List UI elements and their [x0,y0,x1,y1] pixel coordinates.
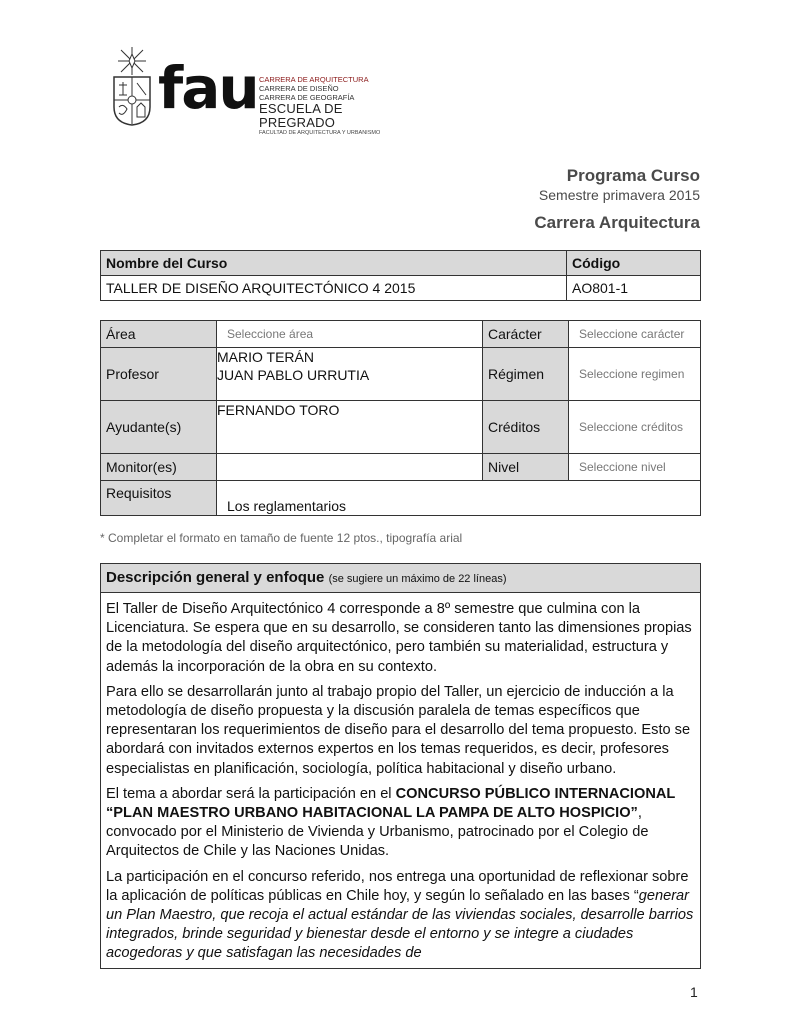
course-table [100,250,701,301]
nivel-label: Nivel [483,454,569,481]
requisitos-field[interactable]: Los reglamentarios [217,481,701,516]
paragraph-text: , convocado por el Ministerio de Vivienda y Urbanismo, patrocinado por el Colegio de Arquitectos de Chile y las Naciones Unidas. [106,805,649,860]
nivel-select[interactable]: Seleccione nivel [569,454,701,481]
requisitos-label: Requisitos [101,481,217,516]
ayudantes-field[interactable] [217,401,483,454]
logo-school: ESCUELA DE PREGRADO [259,101,343,130]
course-code-value: AO801-1 [567,276,701,301]
page-title: Programa Curso [566,166,700,185]
description-header [101,564,700,593]
description-paragraph: Para ello se desarrollarán junto al trabajo propio del Taller, un ejercicio de inducción a la metodología de diseño propuesta y la discusión paralela de temas específicos que representaran los requerimientos de diseño para el desarrollo del tema propuesto. Esto se abordará con invitados externos expertos en los temas requeridos, es decir, profesores especialistas en planificación, sociología, política habitacional y diseño urbano. [106,683,691,777]
page-number: 1 [690,984,698,1000]
creditos-label: Créditos [483,401,569,454]
profesor-field[interactable] [217,348,483,401]
description-paragraph: El Taller de Diseño Arquitectónico 4 corresponde a 8º semestre que culmina con la Licenciatura. Se espera que en su desarrollo, se consideren tanto las dimensiones propias de la metodología del diseño arquitectónico, pero también su materialidad, estructura y además la incorporación de la obra en su contexto. [106,601,692,675]
course-name-value: TALLER DE DISEÑO ARQUITECTÓNICO 4 2015 [101,276,567,301]
logo-text [259,75,400,136]
university-crest-icon [110,45,154,127]
fau-logo [110,45,400,136]
course-info-table [100,320,701,516]
area-select[interactable]: Seleccione área [217,321,483,348]
fau-wordmark: fau [158,54,258,122]
paragraph-text: La participación en el concurso referido, nos entrega una oportunidad de reflexionar sobre la aplicación de políticas públicas en Chile hoy, y según lo señalado en las bases “ [106,868,689,904]
caracter-select[interactable]: Seleccione carácter [569,321,701,348]
ayudantes-label: Ayudante(s) [101,401,217,454]
regimen-label: Régimen [483,348,569,401]
profesor-name: MARIO TERÁN [217,349,314,365]
course-code-header: Código [567,251,701,276]
creditos-select[interactable]: Seleccione créditos [569,401,701,454]
profesor-name: JUAN PABLO URRUTIA [217,367,370,383]
caracter-label: Carácter [483,321,569,348]
description-paragraph [106,868,694,964]
course-name-header: Nombre del Curso [101,251,567,276]
contest-name: CONCURSO PÚBLICO INTERNACIONAL “PLAN MAESTRO URBANO HABITACIONAL LA PAMPA DE ALTO HOSPICIO” [106,785,676,822]
format-note: * Completar el formato en tamaño de fuente 12 ptos., tipografía arial [100,531,463,545]
logo-line-diseno: CARRERA DE DISEÑO [259,84,339,93]
logo-faculty: FACULTAD DE ARQUITECTURA Y URBANISMO [259,130,381,136]
description-paragraph [106,785,694,862]
logo-line-arquitectura: CARRERA DE ARQUITECTURA [259,75,369,84]
career: Carrera Arquitectura [534,213,700,232]
logo-line-geografia: CARRERA DE GEOGRAFÍA [259,93,355,102]
description-title: Descripción general y enfoque [106,569,325,586]
quoted-bases: generar un Plan Maestro, que recoja el actual estándar de las viviendas sociales, desarrolle barrios integrados, brinde seguridad y bienestar desde el entorno y se integre a ciudades acogedoras y que satisfagan las necesidades de [106,887,694,962]
regimen-select[interactable]: Seleccione regimen [569,348,701,401]
description-hint: (se sugiere un máximo de 22 líneas) [328,573,507,585]
paragraph-text: El tema a abordar será la participación en el [106,785,396,802]
profesor-label: Profesor [101,348,217,401]
area-label: Área [101,321,217,348]
semester: Semestre primavera 2015 [538,187,700,203]
monitores-label: Monitor(es) [101,454,217,481]
monitores-field[interactable] [217,454,483,481]
ayudante-name: FERNANDO TORO [217,402,340,418]
title-block [534,166,700,234]
description-section [100,563,701,969]
description-body[interactable] [101,593,700,964]
